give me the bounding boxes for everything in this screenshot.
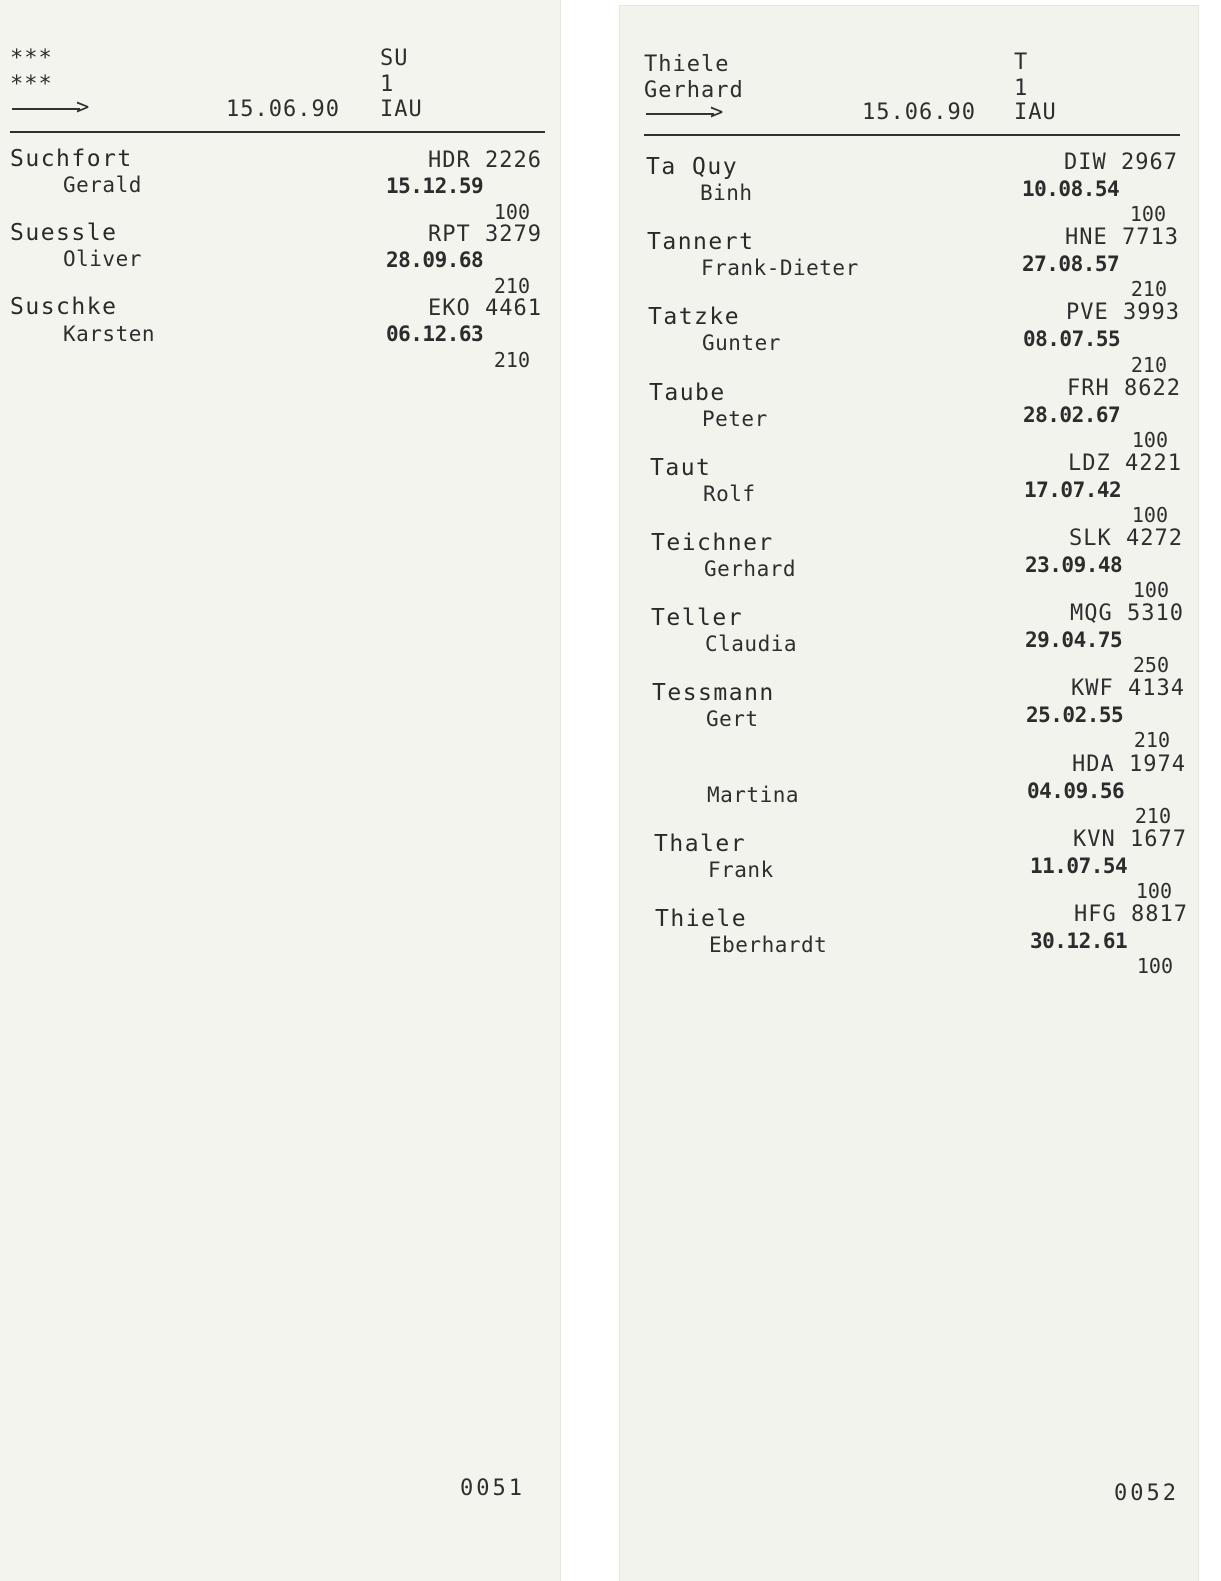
amount: 100	[1136, 954, 1173, 978]
first-name: Gerald	[63, 173, 142, 197]
code: HNE 7713	[1065, 225, 1179, 250]
birth-date: 28.09.68	[386, 248, 484, 272]
last-name: Teichner	[651, 530, 774, 556]
first-name: Martina	[707, 783, 800, 807]
last-name: Taut	[650, 455, 712, 481]
last-name: Thiele	[655, 906, 748, 932]
code: LDZ 4221	[1068, 451, 1182, 476]
amount: 210	[1133, 728, 1170, 752]
first-name: Rolf	[703, 482, 756, 506]
first-name: Binh	[700, 181, 753, 205]
code: EKO 4461	[428, 296, 542, 321]
code: RPT 3279	[428, 222, 542, 247]
amount: 100	[1135, 879, 1172, 903]
code: PVE 3993	[1066, 300, 1180, 325]
header-line-1: Thiele	[644, 52, 730, 77]
birth-date: 17.07.42	[1024, 478, 1122, 502]
birth-date: 08.07.55	[1023, 327, 1121, 351]
header-code-3: IAU	[380, 97, 423, 122]
header-rule	[644, 134, 1180, 136]
last-name: Ta Quy	[646, 154, 739, 180]
code: FRH 8622	[1067, 376, 1181, 401]
code: KVN 1677	[1073, 827, 1187, 852]
amount: 100	[1131, 503, 1168, 527]
birth-date: 06.12.63	[386, 322, 484, 346]
birth-date: 15.12.59	[386, 174, 484, 198]
last-name: Suchfort	[10, 146, 133, 172]
birth-date: 23.09.48	[1025, 553, 1123, 577]
first-name: Claudia	[705, 632, 798, 656]
header-date: 15.06.90	[226, 97, 340, 122]
birth-date: 30.12.61	[1030, 929, 1128, 953]
amount: 100	[493, 200, 530, 224]
amount: 210	[1134, 804, 1171, 828]
amount: 210	[493, 348, 530, 372]
last-name: Teller	[651, 605, 744, 631]
code: HDA 1974	[1072, 752, 1186, 777]
last-name: Suessle	[10, 220, 118, 246]
first-name: Oliver	[63, 247, 142, 271]
code: HFG 8817	[1074, 902, 1188, 927]
code: HDR 2226	[428, 148, 542, 173]
header-code-3: IAU	[1014, 100, 1057, 125]
amount: 250	[1132, 653, 1169, 677]
page-number: 0051	[460, 1476, 525, 1501]
code: KWF 4134	[1071, 676, 1185, 701]
birth-date: 27.08.57	[1022, 252, 1120, 276]
amount: 100	[1131, 428, 1168, 452]
last-name: Taube	[649, 380, 726, 406]
birth-date: 04.09.56	[1027, 779, 1125, 803]
header-line-1: ***	[10, 46, 53, 71]
amount: 210	[1130, 353, 1167, 377]
index-card-left: *** *** > 15.06.90 SU 1 IAU Suchfort Gerald HDR 2226 15.12.59 100 Suessle Oliver RPT 3279 28.09.68 210 Suschke Karsten EKO 4461 06.12.63 210 0051	[0, 0, 560, 1581]
first-name: Eberhardt	[709, 933, 828, 957]
code: MQG 5310	[1070, 601, 1184, 626]
amount: 100	[1129, 202, 1166, 226]
birth-date: 10.08.54	[1022, 177, 1120, 201]
birth-date: 11.07.54	[1030, 854, 1128, 878]
header-rule	[10, 131, 545, 133]
first-name: Gert	[706, 707, 759, 731]
last-name: Tessmann	[652, 680, 775, 706]
first-name: Frank	[708, 858, 774, 882]
header-code-1: SU	[380, 46, 409, 71]
header-code-2: 1	[380, 72, 395, 97]
page-number: 0052	[1114, 1481, 1179, 1506]
first-name: Karsten	[63, 322, 156, 346]
index-card-right: Thiele Gerhard > 15.06.90 T 1 IAU Ta Quy Binh DIW 2967 10.08.54 100 Tannert Frank-Dieter HNE 7713 27.08.57 210 Tatzke Gunter PVE 3993 08.07.55 210 Taube Peter FRH 8622 28.02.67 100 Taut Rolf LDZ 4221 17.07.42 100 Teichner Gerhard SLK 4272 23.09.48 100 Teller Claudia MQG 5310 29.04.75 250 Tessmann Gert KWF 4134 25.02.55 210 Martina HDA 1974 04.09.56 210 Thaler Frank KVN 1677 11.07.54 100 Thiele Eberhardt HFG 8817 30.12.61 100 0052	[620, 6, 1198, 1581]
code: SLK 4272	[1069, 526, 1183, 551]
header-code-1: T	[1014, 50, 1029, 75]
header-date: 15.06.90	[862, 100, 976, 125]
header-line-2: Gerhard	[644, 78, 744, 103]
birth-date: 25.02.55	[1026, 703, 1124, 727]
amount: 210	[1130, 277, 1167, 301]
first-name: Gunter	[702, 331, 781, 355]
first-name: Gerhard	[704, 557, 797, 581]
birth-date: 28.02.67	[1023, 403, 1121, 427]
last-name: Thaler	[654, 831, 747, 857]
last-name: Tatzke	[648, 304, 741, 330]
last-name: Tannert	[647, 229, 755, 255]
code: DIW 2967	[1064, 150, 1178, 175]
last-name: Suschke	[10, 294, 118, 320]
header-line-2: ***	[10, 72, 53, 97]
birth-date: 29.04.75	[1025, 628, 1123, 652]
header-code-2: 1	[1014, 76, 1029, 101]
amount: 100	[1132, 578, 1169, 602]
first-name: Peter	[702, 407, 768, 431]
amount: 210	[493, 274, 530, 298]
first-name: Frank-Dieter	[701, 256, 859, 280]
